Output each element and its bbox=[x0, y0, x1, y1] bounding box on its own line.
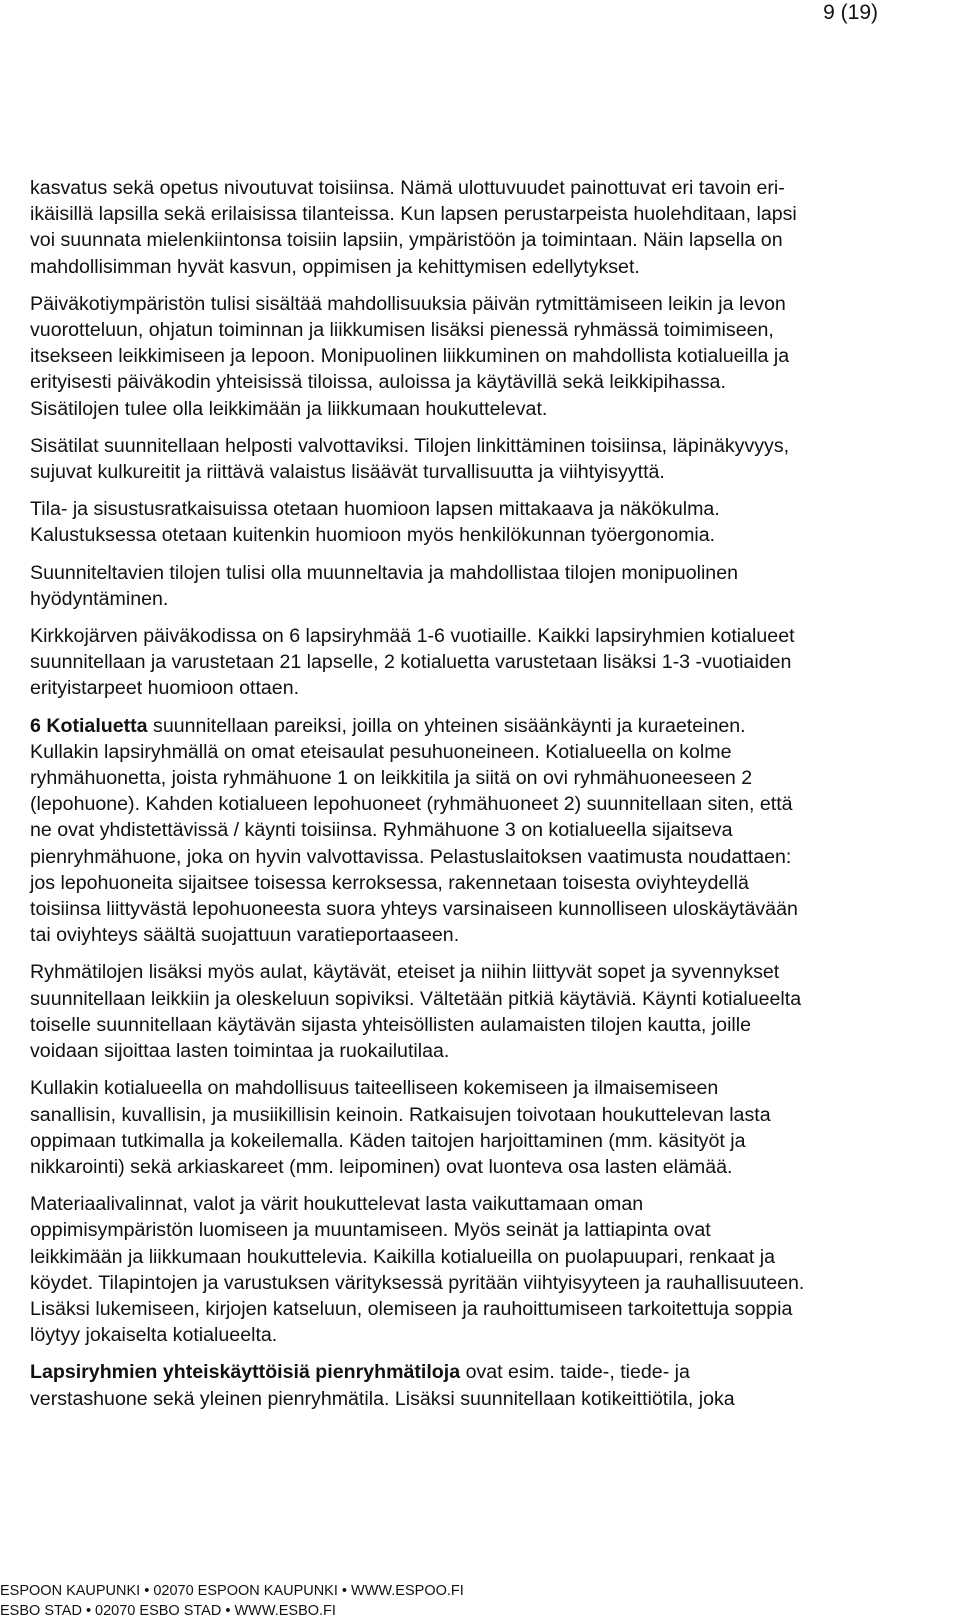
kotialuetta-heading: 6 Kotialuetta bbox=[30, 714, 148, 737]
paragraph-corridors: Ryhmätilojen lisäksi myös aulat, käytävät, eteiset ja niihin liittyvät sopet ja syvennykset suunnitellaan leikkiin ja oleskeluun sopiviksi. Vältetään pitkiä käytäviä. Käynti kotialueelta toiselle suunnitellaan käytävän sijasta yhteisöllisten aulamaisten tilojen kautta, joille voidaan sijoittaa lasten toimintaa ja ruokailutilaa. bbox=[30, 961, 802, 1063]
shared-rooms-heading: Lapsiryhmien yhteiskäyttöisiä pienryhmätiloja bbox=[30, 1361, 461, 1384]
paragraph-kotialuetta bbox=[30, 713, 942, 949]
paragraph-groups: Kirkkojärven päiväkodissa on 6 lapsiryhmää 1-6 vuotiaille. Kaikki lapsiryhmien kotialueet suunnitellaan ja varustetaan 21 lapselle, 2 kotialuetta varustetaan lisäksi 1-3 -vuotiaiden erityistarpeet huomioon ottaen. bbox=[30, 625, 795, 700]
paragraph-intro: kasvatus sekä opetus nivoutuvat toisiinsa. Nämä ulottuvuudet painottuvat eri tavoin eri- ikäisillä lapsilla sekä erilaisissa tilanteissa. Kun lapsen perustarpeista huolehditaan, lapsi voi suunnata mielenkiintonsa toisiin lapsiin, ympäristöön ja toimintaan. Näin lapsella on mahdollisimman hyvät kasvun, oppimisen ja kehittymisen edellytykset. bbox=[30, 177, 797, 278]
paragraph-scale: Tila- ja sisustusratkaisuissa otetaan huomioon lapsen mittakaava ja näkökulma. Kalustuksessa otetaan kuitenkin huomioon myös henkilökunnan työergonomia. bbox=[30, 498, 720, 547]
document-body bbox=[30, 175, 942, 1423]
paragraph-art: Kullakin kotialueella on mahdollisuus taiteelliseen kokemiseen ja ilmaisemiseen sanallisin, kuvallisin, ja musiikillisin keinoin. Ratkaisujen toivotaan houkuttelevan lasta oppimaan tutkimalla ja kokeilemalla. Käden taitojen harjoittaminen (mm. käsityöt ja nikkarointi) sekä arkiaskareet (mm. leipominen) ovat luonteva osa lasten elämää. bbox=[30, 1077, 771, 1178]
paragraph-shared-rooms bbox=[30, 1359, 942, 1411]
paragraph-modifiable: Suunniteltavien tilojen tulisi olla muunneltavia ja mahdollistaa tilojen monipuolinen hyödyntäminen. bbox=[30, 561, 738, 610]
page-number: 9 (19) bbox=[823, 1, 878, 24]
paragraph-environment: Päiväkotiympäristön tulisi sisältää mahdollisuuksia päivän rytmittämiseen leikin ja levon vuorotteluun, ohjatun toiminnan ja liikkumisen lisäksi pienessä ryhmässä toimimiseen, itsekseen leikkimiseen ja lepoon. Monipuolinen liikkuminen on mahdollista kotialueilla ja erityisesti päiväkodin yhteisissä tiloissa, auloissa ja käytävillä sekä leikkipihassa. Sisätilojen tulee olla leikkimään ja liikkumaan houkuttelevat. bbox=[30, 292, 790, 420]
footer-line-swedish: ESBO STAD • 02070 ESBO STAD • WWW.ESBO.FI bbox=[0, 1603, 336, 1619]
page-footer bbox=[0, 1581, 464, 1621]
paragraph-supervision: Sisätilat suunnitellaan helposti valvottaviksi. Tilojen linkittäminen toisiinsa, läpinäkyvyys, sujuvat kulkureitit ja riittävä valaistus lisäävät turvallisuutta ja viihtyisyyttä. bbox=[30, 434, 790, 484]
kotialuetta-text: suunnitellaan pareiksi, joilla on yhteinen sisäänkäynti ja kuraeteinen. Kullakin lapsiryhmällä on omat eteisaulat pesuhuoneineen. Kotialueella on kolme ryhmähuonetta, joista ryhmähuone 1 on leikkitila ja siitä on ovi ryhmähuoneeseen 2 (lepohuone). Kahden kotialueen lepohuoneet (ryhmähuoneet 2) suunnitellaan siten, että ne ovat yhdistettävissä / käynti toisiinsa. Ryhmähuone 3 on kotialueella sijaitseva pienryhmähuone, joka on hyvin valvottavissa. Pelastuslaitoksen vaatimusta noudattaen: jos lepohuoneita sijaitsee toisessa kerroksessa, rakennetaan toisesta oviyhteydellä toisiinsa liittyvästä lepohuoneesta suora yhteys varsinaiseen kunnolliseen uloskäytävään tai oviyhteys säältä suojattuun varatieportaaseen. bbox=[30, 714, 798, 947]
shared-rooms-text: ovat esim. taide-, tiede- ja verstashuone sekä yleinen pienryhmätila. Lisäksi suunnitellaan kotikeittiötila, joka bbox=[30, 1361, 735, 1410]
paragraph-materials: Materiaalivalinnat, valot ja värit houkuttelevat lasta vaikuttamaan oman oppimisympäristön luomiseen ja muuntamiseen. Myös seinät ja lattiapinta ovat leikkimään ja liikkumaan houkuttelevia. Kaikilla kotialueilla on puolapuupari, renkaat ja köydet. Tilapintojen ja varustuksen värityksessä pyritään viihtyisyyteen ja rauhallisuuteen. Lisäksi lukemiseen, kirjojen katseluun, olemiseen ja rauhoittumiseen tarkoitettuja soppia löytyy jokaiselta kotialueelta. bbox=[30, 1193, 805, 1347]
footer-line-finnish: ESPOON KAUPUNKI • 02070 ESPOON KAUPUNKI • WWW.ESPOO.FI bbox=[0, 1583, 464, 1599]
